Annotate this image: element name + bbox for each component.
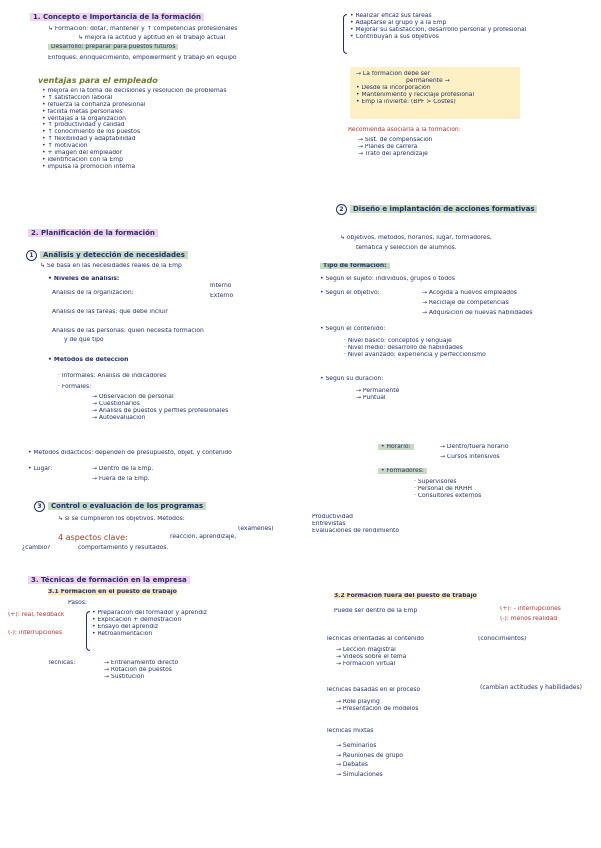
list-item: • facilita metas personales	[42, 108, 123, 115]
control-title: 3 Control o evaluación de los programas	[34, 501, 206, 512]
list-item: · Nivel medio: desarrollo de habilidades	[344, 344, 463, 351]
recomienda-list	[358, 137, 508, 158]
list-item: → Cuestionarios	[92, 400, 140, 407]
list-item: · Nivel avanzado: experiencia y perfeccionismo	[344, 351, 486, 358]
list-item: • ↑ flexibilidad y adaptabilidad	[42, 136, 136, 143]
diseno-line: • Según su duración:	[320, 376, 384, 382]
tipo-formacion: Tipo de formación:	[320, 263, 390, 270]
list-item: • ↑ conocimiento de los puestos	[42, 129, 141, 136]
list-item: • Explicación + demostración	[92, 616, 182, 623]
s3-right-line: (cambian actitudes y habilidades)	[480, 684, 582, 691]
formadores-list	[414, 479, 554, 500]
s1-right-brace	[343, 14, 347, 54]
list-item: · Nivel básico: conceptos y lenguaje	[344, 338, 452, 344]
list-item: Entrevistas	[312, 520, 346, 527]
list-item: → Análisis de puestos y perfiles profesionales	[92, 407, 229, 414]
control-line: (exámenes)	[238, 526, 274, 532]
s1-right-item: • Adaptarse al grupo y a la Emp	[350, 19, 447, 26]
tecnicas-list	[104, 660, 254, 681]
list-item: • refuerza la confianza profesional	[42, 101, 146, 108]
s2-line: • Métodos didácticos: dependen de presupuesto, objet. y contenido	[28, 450, 232, 456]
s3-right-line: Técnicas basadas en el proceso	[326, 687, 421, 693]
diseno-line: → Reciclaje de competencias	[422, 300, 509, 306]
pasos-brace	[86, 611, 90, 651]
list-item: • ↑ motivación	[42, 143, 88, 150]
proceso-list	[336, 699, 476, 713]
list-item: → Formación virtual	[336, 660, 396, 667]
ventajas-title: ventajas para el empleado	[38, 76, 158, 85]
s2-line: → Fuera de la Emp.	[92, 476, 150, 482]
list-item: → Vídeos sobre el tema	[336, 653, 407, 660]
list-item: → Planes de carrera	[358, 143, 418, 150]
s3-right-line: Técnicas mixtas	[326, 728, 374, 734]
diseno-line: → Adquisición de nuevas habilidades	[422, 310, 533, 316]
list-item: → Role playing	[336, 699, 380, 705]
list-item: → Entrenamiento directo	[104, 660, 179, 666]
control-line: comportamiento y resultados.	[78, 545, 169, 551]
formadores: • Formadores:	[378, 468, 427, 475]
s2-line: → Dentro de la Emp.	[92, 466, 154, 472]
s1-right-item: • Realizar eficaz sus tareas	[350, 13, 432, 19]
diseno-line: • Según el objetivo:	[320, 290, 380, 296]
list-item: → Autoevaluación	[92, 414, 146, 421]
s3-right-line: Técnicas orientadas al contenido	[326, 636, 424, 642]
control-line: ¿cambió?	[22, 545, 51, 551]
s2-line: Interno	[210, 283, 232, 289]
control-line: reacción, aprendizaje,	[170, 534, 237, 540]
list-item: • Retroalimentación	[92, 630, 153, 637]
list-item: • ventajas a la organización	[42, 115, 126, 122]
niveles-list	[344, 338, 594, 359]
s2-line: • Lugar:	[28, 466, 53, 472]
note-line: → La formación debe ser	[356, 71, 431, 77]
control-methods-list	[312, 514, 462, 535]
list-item: → Rotación de puestos	[104, 666, 172, 673]
s3-right-line: (conocimientos)	[478, 636, 527, 642]
s2-line: Análisis de la organización:	[52, 290, 134, 296]
analisis-title: 1 Análisis y detección de necesidades	[26, 250, 188, 261]
list-item: → Reuniones de grupo	[336, 751, 403, 759]
list-item: → Puntual	[356, 394, 386, 401]
list-item: → Simulaciones	[336, 770, 383, 778]
list-item: → Lección magistral	[336, 647, 396, 653]
control-line: ↳ si se cumplieron los objetivos. Métodos:	[58, 516, 185, 522]
note-text	[356, 71, 521, 105]
desarrollo-definition: Desarrollo: preparar para puestos futuros	[48, 44, 178, 51]
section-1-title: 1. Concepto e Importancia de la formación	[30, 13, 204, 21]
s3-line: Técnicas:	[48, 660, 76, 666]
note-line: • Emp la invierte: (BPF > Costes)	[356, 98, 456, 105]
s2-line: ↳ Se basa en las necesidades reales de la Emp	[40, 263, 182, 269]
number-2-icon: 2	[336, 204, 347, 215]
diseno-line: → Cursos intensivos	[440, 454, 500, 460]
s1-right-list	[350, 13, 600, 41]
s2-line: • Niveles de análisis:	[48, 276, 120, 282]
s3-cons: (-): interrupciones	[8, 630, 62, 636]
diseno-line: • Según el sujeto: individuos, grupos o todos	[320, 276, 455, 282]
s2-line: · Formales:	[58, 384, 92, 390]
pasos-list	[92, 610, 282, 638]
list-item: • identificación con la Emp	[42, 156, 123, 163]
diseno-line: ↳ objetivos, métodos, horarios, lugar, formadores,	[340, 235, 492, 241]
ventajas-list	[42, 88, 332, 171]
section-2-title: 2. Planificación de la formación	[28, 229, 158, 237]
note-line: • Desde la incorporación	[356, 84, 431, 91]
list-item: • + imagen del empleador	[42, 150, 123, 157]
list-item: · Personal de RRHH	[414, 485, 472, 492]
list-item: → Observación de personal	[92, 394, 174, 400]
diseno-line: • Según el contenido:	[320, 326, 386, 332]
s3-pros: (+): real, feedback	[8, 612, 65, 618]
list-item: • Ensayo del aprendiz	[92, 623, 158, 630]
list-item: • impulsa la promoción interna	[42, 163, 136, 170]
s2-line: · Informales: Análisis de indicadores	[58, 373, 167, 379]
list-item: → Presentación de modelos	[336, 705, 419, 712]
list-item: → Sustitución	[104, 673, 145, 680]
s3-right-cons: (-): menos realidad	[500, 616, 558, 622]
diseno-line: → Acogida a nuevos empleados	[422, 290, 517, 296]
s3-1-title: 3.1 Formación en el puesto de trabajo	[48, 589, 177, 595]
s3-2-title: 3.2 Formación fuera del puesto de trabajo	[334, 593, 477, 599]
diseno-title: 2 Diseño e implantación de acciones formativas	[336, 204, 576, 215]
s1-right-item: • Mejorar su satisfacción, desarrollo personal y profesional	[350, 26, 527, 33]
section-3-title: 3. Técnicas de formación en la empresa	[28, 576, 190, 584]
list-item: • ↑ satisfacción laboral	[42, 94, 113, 101]
formal-methods-list	[92, 394, 322, 422]
enfoques: Enfoques: enriquecimiento, empowerment y trabajo en equipo	[48, 55, 237, 61]
s2-line: Externo	[210, 293, 234, 299]
list-item: • mejora en la toma de decisiones y resolución de problemas	[42, 88, 227, 94]
list-item: → Trato del aprendizaje	[358, 150, 428, 157]
formacion-definition: ↳ Formación: dotar, mantener y ↑ competencias profesionales	[48, 26, 238, 32]
duracion-list	[356, 388, 476, 402]
aspectos-clave: 4 aspectos clave:	[58, 533, 128, 542]
s2-line: Análisis de las personas: quién necesita formación	[52, 328, 204, 334]
s1-right-item: • Contribuyan a sus objetivos	[350, 33, 439, 40]
s2-line: Análisis de las tareas: qué debe incluir	[52, 309, 168, 315]
horario: • Horario:	[378, 444, 414, 451]
s2-line: y de qué tipo	[64, 337, 104, 343]
diseno-line: → Dentro/fuera horario	[440, 444, 509, 450]
number-3-icon: 3	[34, 501, 45, 512]
list-item: Productividad	[312, 514, 353, 520]
list-item: · Supervisores	[414, 479, 457, 485]
mixtas-list	[336, 741, 476, 779]
number-1-icon: 1	[26, 250, 37, 261]
formacion-mejora: ↳ mejora la actitud y aptitud en el trabajo actual	[78, 35, 226, 41]
list-item: → Debates	[336, 761, 368, 769]
contenido-list	[336, 647, 476, 668]
list-item: → Sist. de compensación	[358, 137, 433, 143]
note-line: permanente →	[406, 77, 450, 84]
list-item: → Seminarios	[336, 742, 377, 749]
list-item: → Permanente	[356, 388, 400, 394]
diseno-line: temática y selección de alumnos.	[356, 245, 457, 251]
list-item: Evaluaciones de rendimiento	[312, 527, 400, 534]
note-line: • Mantenimiento y reciclaje profesional	[356, 91, 475, 98]
s3-right-line: Puede ser dentro de la Emp	[334, 608, 418, 614]
s3-line: Pasos:	[68, 600, 87, 606]
list-item: • ↑ productividad y calidad	[42, 122, 125, 129]
list-item: • Preparación del formador y aprendiz	[92, 610, 207, 616]
s3-right-pros: (+): - interrupciones	[500, 606, 561, 612]
s2-line: • Métodos de detección	[48, 357, 129, 363]
recomienda-title: Recomienda asociarla a la formación:	[348, 127, 461, 133]
list-item: · Consultores externos	[414, 492, 482, 499]
